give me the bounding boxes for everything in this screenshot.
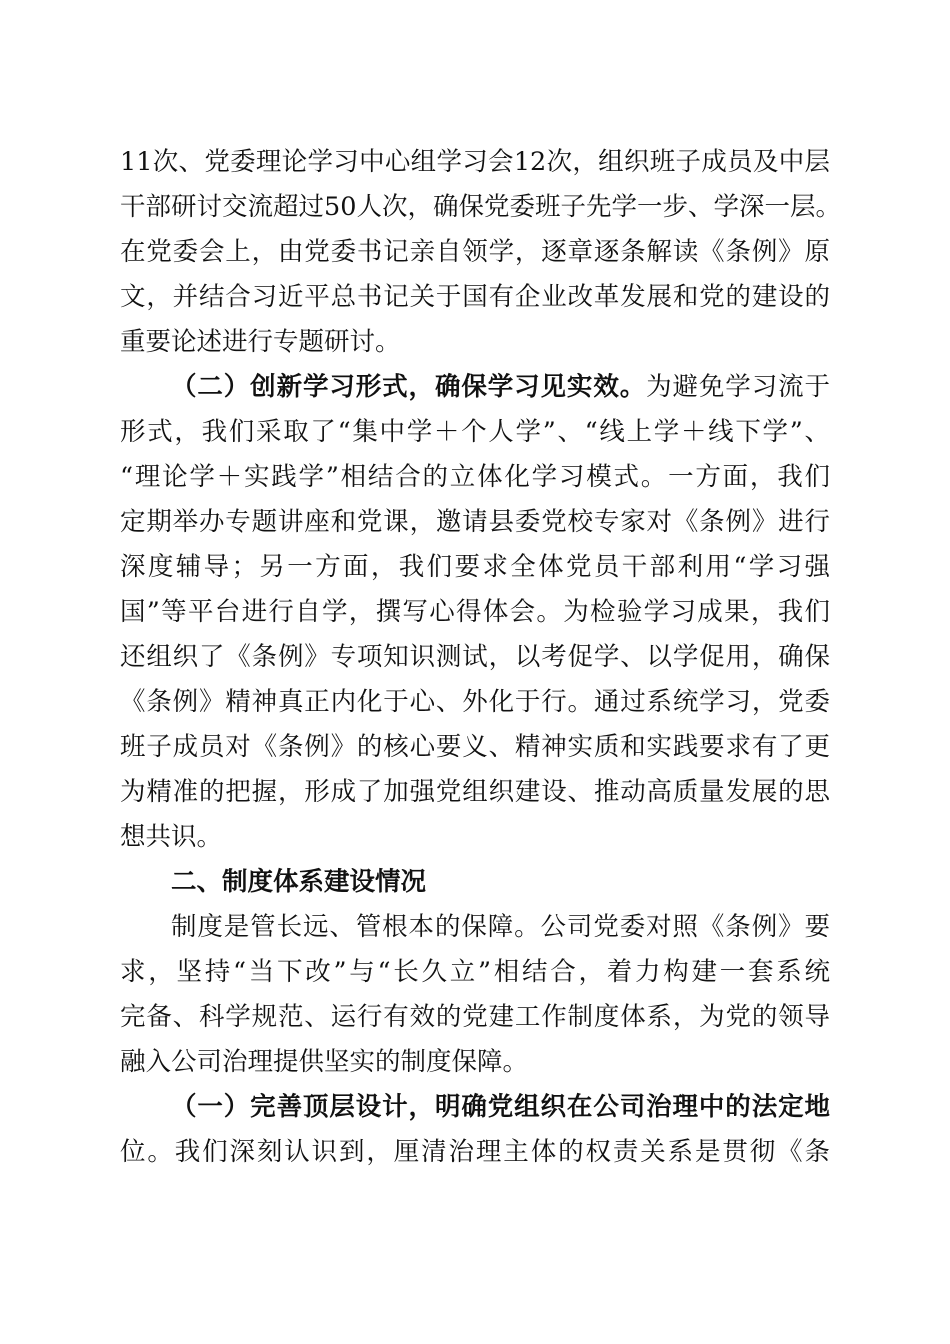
body-text-line: 文，并结合习近平总书记关于国有企业改革发展和党的建设的 [120, 282, 830, 312]
body-text-line: 形式，我们采取了“集中学＋个人学”、“线上学＋线下学”、 [120, 417, 830, 447]
subsection-heading: （一）完善顶层设计，明确党组织在公司治理中的法定地 [171, 1092, 830, 1122]
subsection-heading: （二）创新学习形式，确保学习见实效。 [171, 372, 647, 402]
body-text-line: 重要论述进行专题研讨。 [120, 327, 401, 357]
body-text-line: “理论学＋实践学”相结合的立体化学习模式。一方面，我们 [120, 462, 830, 492]
body-text-line: 深度辅导；另一方面，我们要求全体党员干部利用“学习强 [120, 552, 830, 582]
body-text-line: 国”等平台进行自学，撰写心得体会。为检验学习成果，我们 [120, 597, 830, 627]
subsection-first-line [171, 367, 830, 407]
body-text-line: 班子成员对《条例》的核心要义、精神实质和实践要求有了更 [120, 732, 830, 762]
section-title: 二、制度体系建设情况 [171, 867, 427, 897]
body-text-line: 定期举办专题讲座和党课，邀请县委党校专家对《条例》进行 [120, 507, 830, 537]
body-text-line: 在党委会上，由党委书记亲自领学，逐章逐条解读《条例》原 [120, 237, 830, 267]
body-text-line: 求，坚持“当下改”与“长久立”相结合，着力构建一套系统 [120, 957, 830, 987]
body-text-line: 为精准的把握，形成了加强党组织建设、推动高质量发展的思 [120, 777, 830, 807]
body-text-line: 制度是管长远、管根本的保障。公司党委对照《条例》要 [171, 912, 830, 942]
body-text-line: 还组织了《条例》专项知识测试，以考促学、以学促用，确保 [120, 642, 830, 672]
body-text-line: 位。我们深刻认识到，厘清治理主体的权责关系是贯彻《条 [120, 1137, 830, 1167]
body-text-line: 融入公司治理提供坚实的制度保障。 [120, 1047, 529, 1077]
body-text-span: 为避免学习流于 [646, 372, 830, 402]
body-text-line: 完备、科学规范、运行有效的党建工作制度体系，为党的领导 [120, 1002, 830, 1032]
body-text-line: 想共识。 [120, 822, 223, 852]
body-text-line: 《条例》精神真正内化于心、外化于行。通过系统学习，党委 [120, 687, 830, 717]
body-text-line: 11次、党委理论学习中心组学习会12次，组织班子成员及中层 [120, 147, 830, 177]
body-text-line: 干部研讨交流超过50人次，确保党委班子先学一步、学深一层。 [120, 192, 841, 222]
